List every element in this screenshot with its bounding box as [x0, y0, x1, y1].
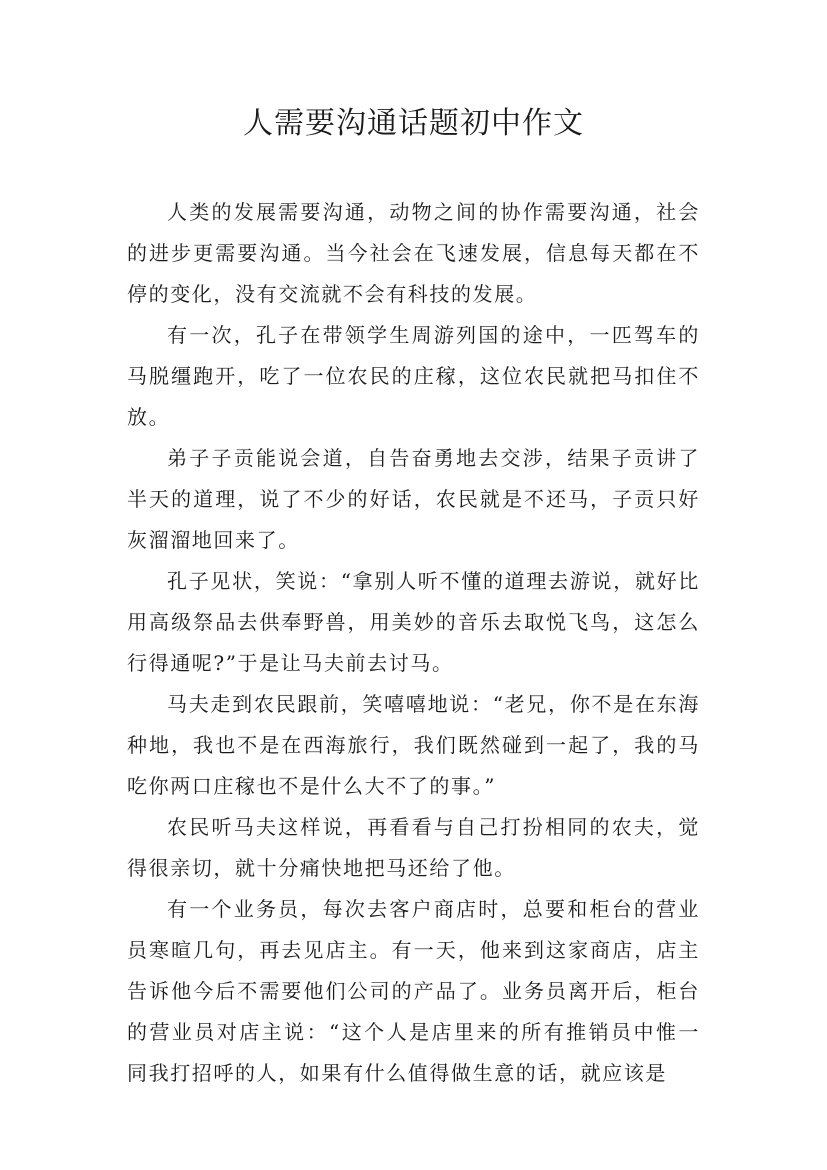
paragraph-3: 弟子子贡能说会道，自告奋勇地去交涉，结果子贡讲了半天的道理，说了不少的好话，农民就是不还马，子贡只好灰溜溜地回来了。	[127, 446, 700, 552]
document-body	[127, 192, 700, 1094]
paragraph-7: 有一个业务员，每次去客户商店时，总要和柜台的营业员寒暄几句，再去见店主。有一天，他来到这家商店，店主告诉他今后不需要他们公司的产品了。业务员离开后，柜台的营业员对店主说：“这个人是店里来的所有推销员中惟一同我打招呼的人，如果有什么值得做生意的话，就应该是	[127, 897, 700, 1085]
paragraph-5: 马夫走到农民跟前，笑嘻嘻地说：“老兄，你不是在东海种地，我也不是在西海旅行，我们既然碰到一起了，我的马吃你两口庄稼也不是什么大不了的事。”	[127, 692, 700, 798]
paragraph-6: 农民听马夫这样说，再看看与自己打扮相同的农夫，觉得很亲切，就十分痛快地把马还给了他。	[127, 815, 700, 880]
paragraph-1: 人类的发展需要沟通，动物之间的协作需要沟通，社会的进步更需要沟通。当今社会在飞速发展，信息每天都在不停的变化，没有交流就不会有科技的发展。	[127, 200, 700, 306]
paragraph-4: 孔子见状，笑说：“拿别人听不懂的道理去游说，就好比用高级祭品去供奉野兽，用美妙的音乐去取悦飞鸟，这怎么行得通呢?”于是让马夫前去讨马。	[127, 569, 700, 675]
document-title: 人需要沟通话题初中作文	[243, 106, 584, 141]
paragraph-2: 有一次，孔子在带领学生周游列国的途中，一匹驾车的马脱缰跑开，吃了一位农民的庄稼，这位农民就把马扣住不放。	[127, 323, 700, 429]
